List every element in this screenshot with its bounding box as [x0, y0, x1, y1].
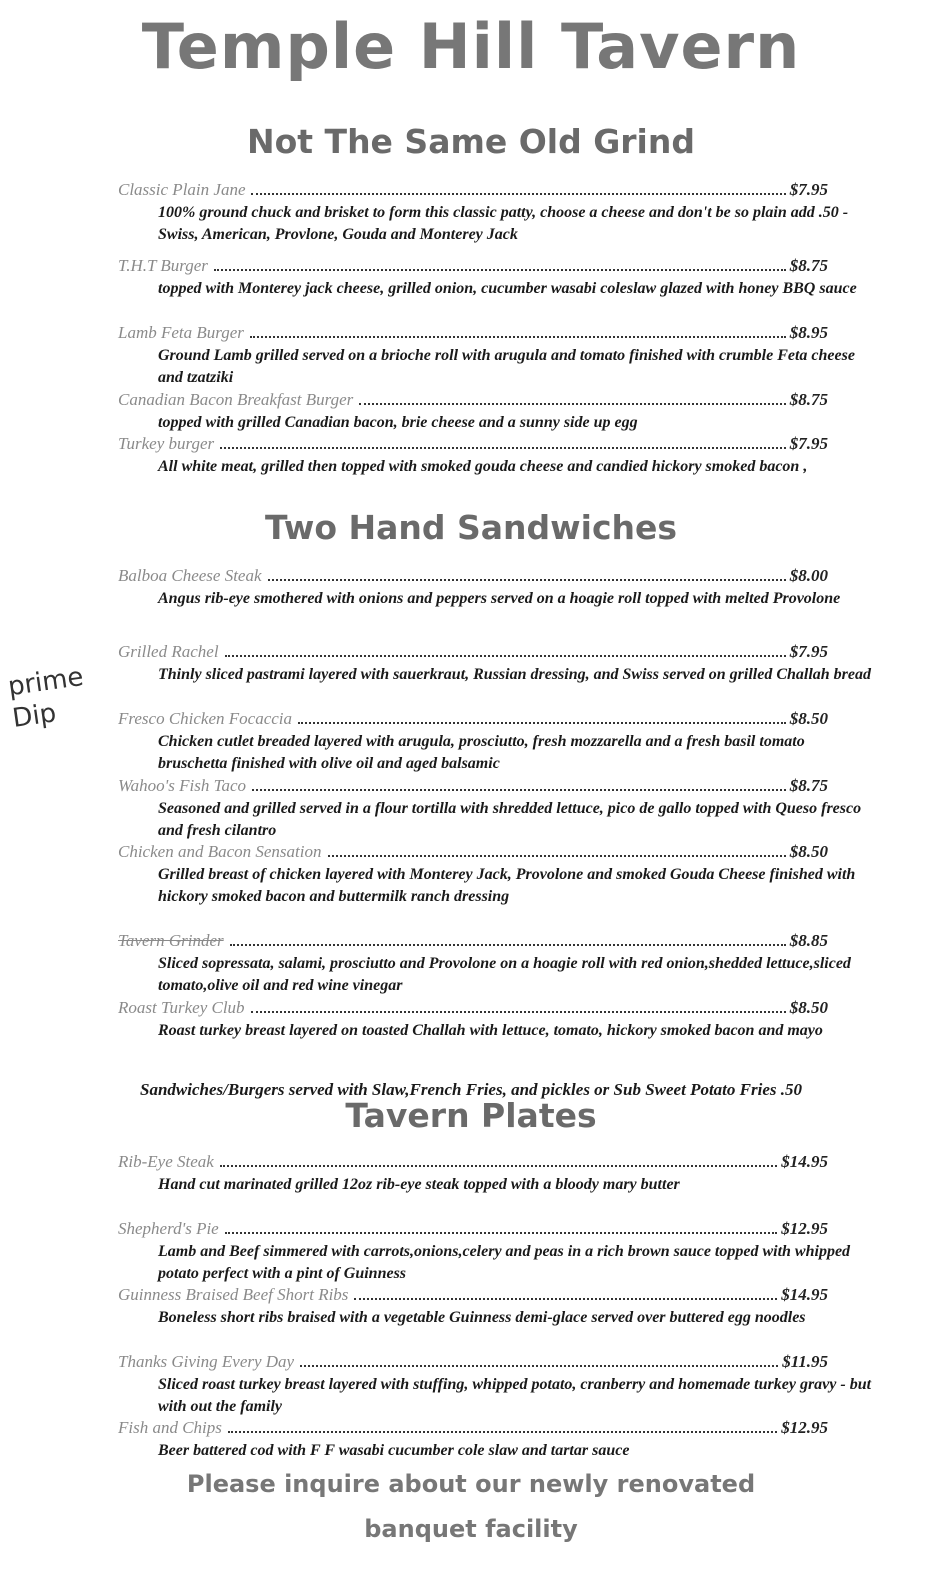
item-price: $12.95: [781, 1418, 828, 1437]
menu-item: [118, 434, 828, 478]
item-description: Chicken cutlet breaded layered with arugula, prosciutto, fresh mozzarella and a fresh basil tomato bruschetta finished with olive oil and aged balsamic: [158, 733, 805, 772]
item-description: Beer battered cod with F F wasabi cucumber cole slaw and tartar sauce: [158, 1442, 630, 1459]
item-name: Lamb Feta Burger: [118, 323, 244, 342]
restaurant-title: Temple Hill Tavern: [141, 10, 801, 83]
item-price: $8.75: [789, 256, 828, 275]
section-heading-grind: Not The Same Old Grind: [247, 122, 695, 161]
item-price: $11.95: [782, 1352, 828, 1371]
menu-item: [118, 566, 841, 610]
item-description: Grilled breast of chicken layered with Monterey Jack, Provolone and smoked Gouda Cheese finished with hickory smoked bacon and buttermilk ranch dressing: [158, 866, 856, 905]
item-name: Grilled Rachel: [118, 642, 219, 661]
item-name: Guinness Braised Beef Short Ribs: [118, 1285, 349, 1304]
menu-item: [118, 931, 851, 997]
item-name: Balboa Cheese Steak: [118, 566, 262, 585]
dot-leader: [228, 1430, 777, 1433]
menu-item: [118, 256, 857, 300]
dot-leader: [220, 1164, 777, 1167]
item-description: Ground Lamb grilled served on a brioche roll with arugula and tomato finished with crumble Feta cheese and tzatziki: [158, 347, 855, 386]
item-name: T.H.T Burger: [118, 256, 208, 275]
item-price: $8.50: [789, 709, 828, 728]
item-name: Classic Plain Jane: [118, 180, 246, 199]
dot-leader: [251, 192, 785, 195]
item-price: $8.85: [789, 931, 828, 950]
dot-leader: [225, 654, 786, 657]
item-name: Shepherd's Pie: [118, 1219, 219, 1238]
menu-item: [118, 1219, 851, 1285]
menu-item: [118, 776, 862, 842]
item-price: $12.95: [781, 1219, 828, 1238]
item-name: Fresco Chicken Focaccia: [118, 709, 293, 728]
item-name: Wahoo's Fish Taco: [118, 776, 247, 795]
menu-item: [118, 390, 828, 434]
item-description: Sliced roast turkey breast layered with stuffing, whipped potato, cranberry and homemade turkey gravy - but with out the family: [158, 1376, 872, 1415]
dot-leader: [359, 402, 785, 405]
item-price: $14.95: [781, 1285, 828, 1304]
item-description: Boneless short ribs braised with a vegetable Guinness demi-glace served over buttered egg noodles: [158, 1309, 806, 1326]
dot-leader: [214, 268, 786, 271]
menu-item: [118, 998, 828, 1042]
item-description: Roast turkey breast layered on toasted Challah with lettuce, tomato, hickory smoked bacon and mayo: [158, 1022, 823, 1039]
item-price: $8.95: [789, 323, 828, 342]
dot-leader: [300, 1364, 778, 1367]
item-price: $14.95: [781, 1152, 828, 1171]
menu-item: [118, 642, 871, 686]
dot-leader: [298, 721, 786, 724]
section-heading-plates: Tavern Plates: [345, 1096, 597, 1135]
menu-item: [118, 1152, 828, 1196]
dot-leader: [220, 446, 786, 449]
item-description: Hand cut marinated grilled 12oz rib-eye steak topped with a bloody mary butter: [158, 1176, 680, 1193]
dot-leader: [268, 578, 786, 581]
item-price: $8.75: [789, 776, 828, 795]
item-price: $7.95: [789, 642, 828, 661]
item-name: Tavern Grinder: [118, 931, 224, 950]
item-description: topped with grilled Canadian bacon, brie cheese and a sunny side up egg: [158, 414, 638, 431]
handwritten-note: prime Dip: [6, 662, 86, 734]
dot-leader: [252, 788, 786, 791]
item-name: Thanks Giving Every Day: [118, 1352, 295, 1371]
item-price: $8.50: [789, 842, 828, 861]
item-price: $7.95: [789, 180, 828, 199]
dot-leader: [250, 335, 786, 338]
item-description: Sliced sopressata, salami, prosciutto and Provolone on a hoagie roll with red onion,shedded lettuce,sliced tomato,olive oil and red wine vinegar: [158, 955, 851, 994]
item-description: Angus rib-eye smothered with onions and peppers served on a hoagie roll topped with melted Provolone: [158, 590, 841, 607]
item-price: $8.75: [789, 390, 828, 409]
item-description: All white meat, grilled then topped with smoked gouda cheese and candied hickory smoked bacon ,: [158, 458, 808, 475]
item-name: Roast Turkey Club: [118, 998, 245, 1017]
menu-item: [118, 180, 849, 246]
dot-leader: [225, 1231, 778, 1234]
item-description: Lamb and Beef simmered with carrots,onions,celery and peas in a rich brown sauce topped with whipped potato perfect with a pint of Guinness: [158, 1243, 851, 1282]
item-name: Fish and Chips: [118, 1418, 222, 1437]
item-price: $8.50: [789, 998, 828, 1017]
menu-item: [118, 1418, 828, 1462]
item-description: topped with Monterey jack cheese, grilled onion, cucumber wasabi coleslaw glazed with honey BBQ sauce: [158, 280, 857, 297]
item-name: Canadian Bacon Breakfast Burger: [118, 390, 354, 409]
item-name: Turkey burger: [118, 434, 215, 453]
menu-item: [118, 709, 828, 775]
item-description: 100% ground chuck and brisket to form this classic patty, choose a cheese and don't be so plain add .50 - Swiss, American, Provlone, Gouda and Monterey Jack: [158, 204, 849, 243]
item-price: $7.95: [789, 434, 828, 453]
section-heading-sandwiches: Two Hand Sandwiches: [264, 508, 678, 547]
item-description: Thinly sliced pastrami layered with sauerkraut, Russian dressing, and Swiss served on grilled Challah bread: [158, 666, 871, 683]
menu-item: [118, 1285, 828, 1329]
item-name: Chicken and Bacon Sensation: [118, 842, 322, 861]
banquet-footer: Please inquire about our newly renovated banquet facility: [186, 1470, 756, 1543]
dot-leader: [251, 1010, 786, 1013]
item-price: $8.00: [789, 566, 828, 585]
item-name: Rib-Eye Steak: [118, 1152, 214, 1171]
dot-leader: [354, 1297, 777, 1300]
menu-item: [118, 842, 856, 908]
dot-leader: [328, 854, 786, 857]
dot-leader: [230, 943, 786, 946]
menu-item: [118, 1352, 872, 1418]
item-description: Seasoned and grilled served in a flour tortilla with shredded lettuce, pico de gallo topped with Queso fresco and fresh cilantro: [158, 800, 862, 839]
menu-item: [118, 323, 855, 389]
sides-note: Sandwiches/Burgers served with Slaw,French Fries, and pickles or Sub Sweet Potato Fries .50: [140, 1080, 802, 1099]
